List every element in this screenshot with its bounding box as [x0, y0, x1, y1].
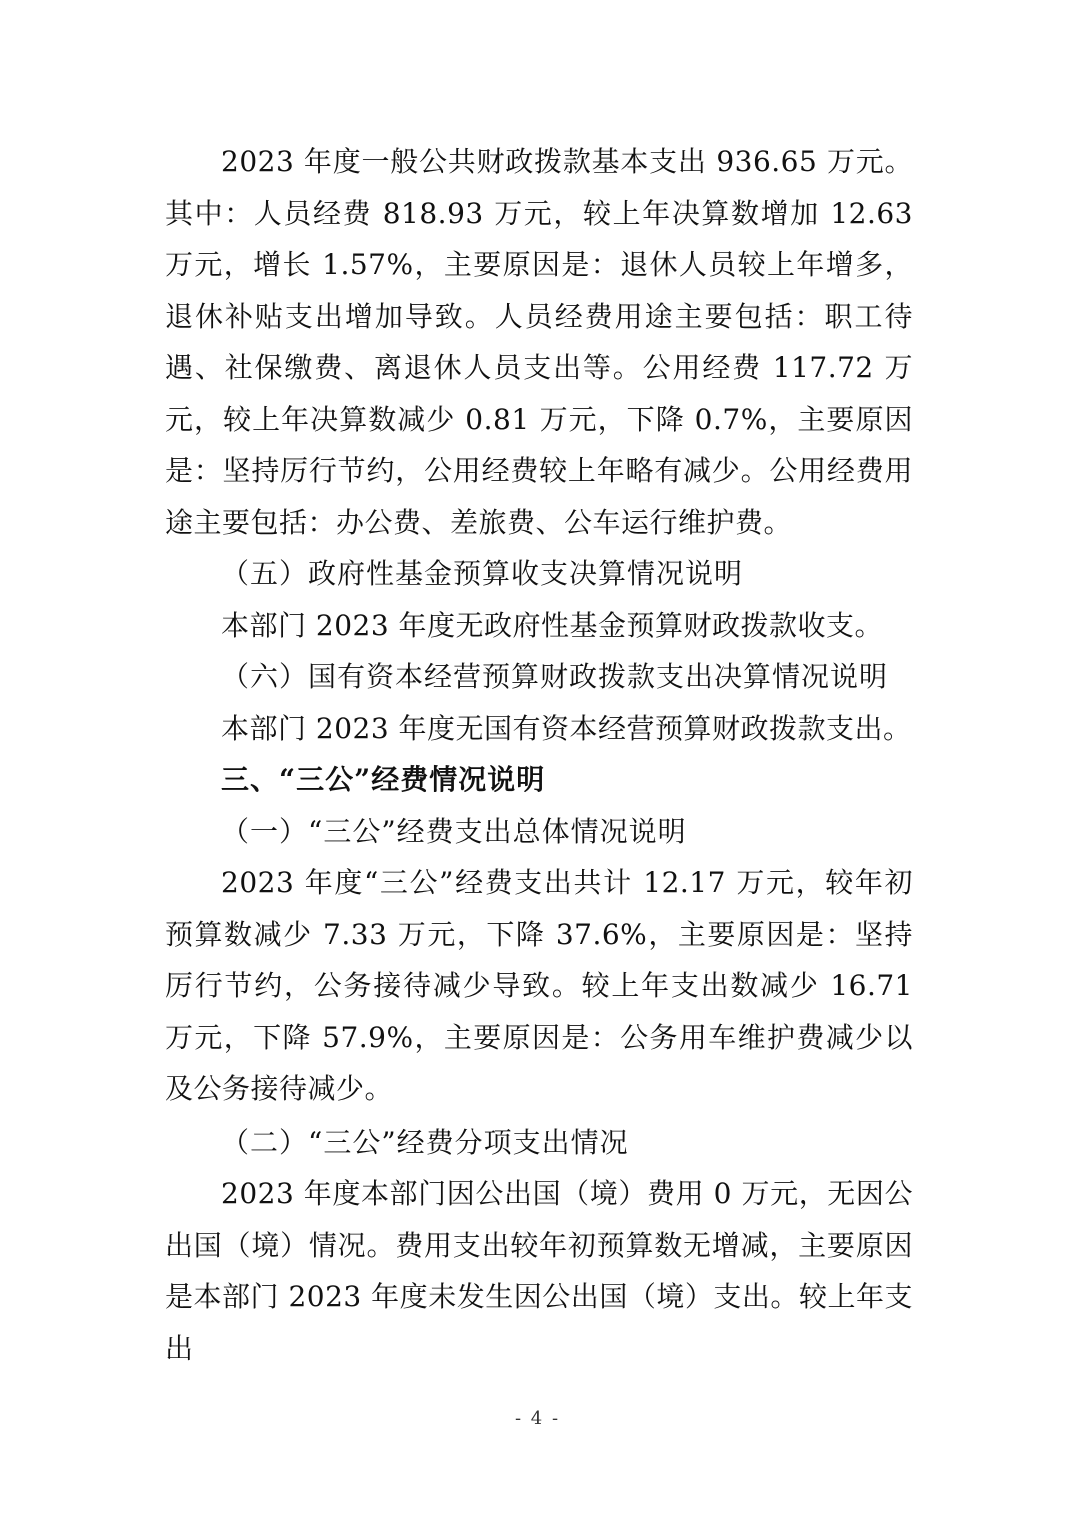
page-number: - 4 -: [514, 1408, 561, 1429]
paragraph-basic-expenditure: 2023 年度一般公共财政拨款基本支出 936.65 万元。其中：人员经费 818.93 万元，较上年决算数增加 12.63 万元，增长 1.57%，主要原因是：退休人员较上年增多，退休补贴支出增加导致。人员经费用途主要包括：职工待遇、社保缴费、离退休人员支出等。公用经费 117.72 万元，较上年决算数减少 0.81 万元，下降 0.7%，主要原因是：坚持厉行节约，公用经费较上年略有减少。公用经费用途主要包括：办公费、差旅费、公车运行维护费。: [165, 145, 913, 539]
paragraph-state-capital-budget: 本部门 2023 年度无国有资本经营预算财政拨款支出。: [221, 711, 912, 745]
document-body: [165, 136, 913, 1374]
subheading-three-public-items: （二）“三公”经费分项支出情况: [221, 1125, 629, 1159]
paragraph-gov-fund-budget: 本部门 2023 年度无政府性基金预算财政拨款收支。: [221, 608, 884, 642]
paragraph-outbound-travel: 2023 年度本部门因公出国（境）费用 0 万元，无因公出国（境）情况。费用支出较年初预算数无增减，主要原因是本部门 2023 年度未发生因公出国（境）支出。较上年支出: [165, 1177, 913, 1365]
subheading-gov-fund-budget: （五）政府性基金预算收支决算情况说明: [221, 557, 744, 590]
subheading-three-public-overall: （一）“三公”经费支出总体情况说明: [221, 814, 687, 848]
paragraph-three-public-overall: 2023 年度“三公”经费支出共计 12.17 万元，较年初预算数减少 7.33 万元，下降 37.6%，主要原因是：坚持厉行节约，公务接待减少导致。较上年支出数减少 16.71 万元，下降 57.9%，主要原因是：公务用车维护费减少以及公务接待减少。: [165, 866, 913, 1105]
subheading-state-capital-budget: （六）国有资本经营预算财政拨款支出决算情况说明: [221, 660, 889, 693]
heading-three-public-expenses: 三、“三公”经费情况说明: [221, 763, 546, 796]
